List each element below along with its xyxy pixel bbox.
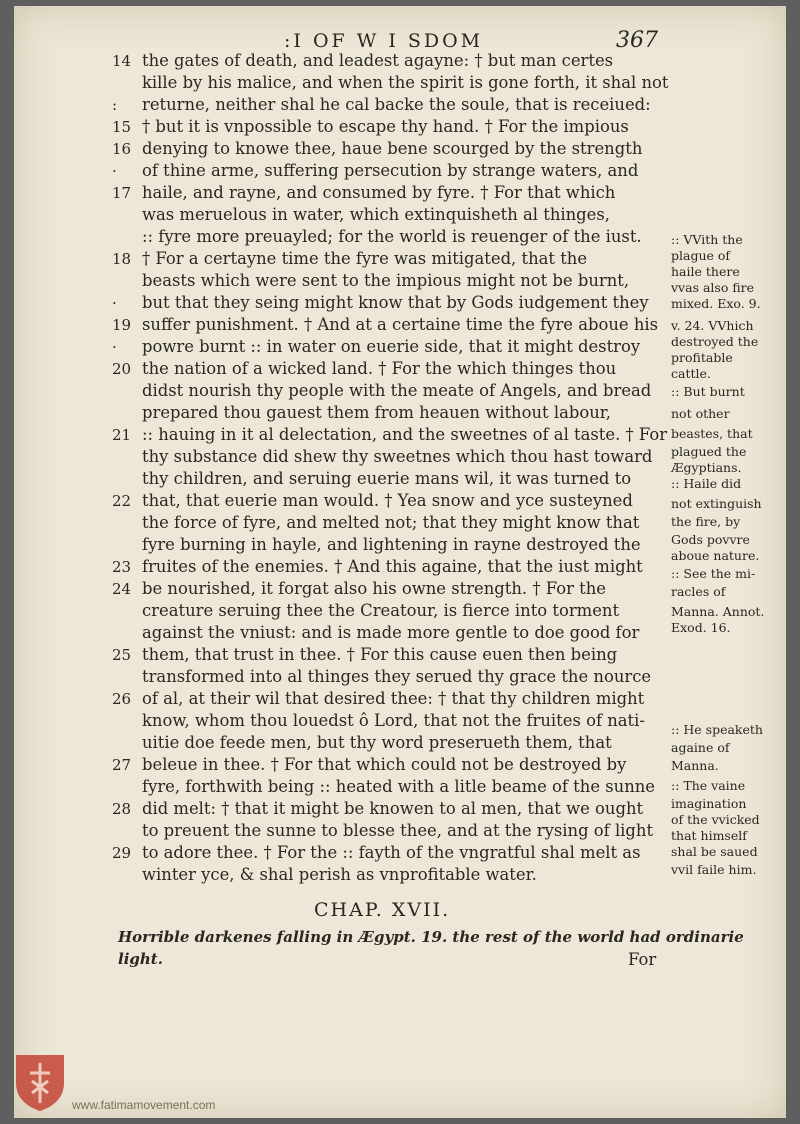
margin-note-line: of the vvicked [671,812,760,827]
text-line: the gates of death, and leadest agayne: † but man certes [142,51,614,70]
shield-logo-icon [12,1051,68,1113]
running-title: :I OF W I SDOM [284,30,484,52]
verse-number: 18 [112,250,132,268]
text-line: but that they seing might know that by Gods iudgement they [142,293,649,312]
margin-note-line: cattle. [671,366,711,381]
verse-number: · [112,338,117,356]
verse-number: 19 [112,316,132,334]
margin-note-line: plague of [671,248,731,263]
margin-note-line: beastes, that [671,426,753,441]
verse-number: 27 [112,756,132,774]
margin-note-line: :: But burnt [671,384,745,399]
margin-note-line: that himself [671,828,747,843]
margin-note-line: Manna. [671,758,719,773]
margin-note-line: profitable [671,350,733,365]
margin-note-line: imagination [671,796,747,811]
text-line: :: fyre more preuayled; for the world is reuenger of the iust. [142,227,642,246]
chapter-heading: CHAP. XVII. [314,899,451,921]
verse-number: 28 [112,800,132,818]
margin-note-line: Ægyptians. [671,460,742,475]
margin-note-line: Manna. Annot. [671,604,765,619]
text-line: the force of fyre, and melted not; that they might know that [142,513,640,532]
verse-number: 22 [112,492,132,510]
verse-number: 16 [112,140,132,158]
margin-note-line: :: VVith the [671,232,743,247]
margin-note-line: haile there [671,264,740,279]
margin-note-line: racles of [671,584,726,599]
verse-number: 29 [112,844,132,862]
margin-note-line: :: He speaketh [671,722,763,737]
margin-note-line: :: Haile did [671,476,742,491]
text-line: returne, neither shal he cal backe the soule, that is receiued: [142,95,651,114]
text-line: the nation of a wicked land. † For the which thinges thou [142,359,617,378]
margin-note-line: :: The vaine [671,778,746,793]
text-line: didst nourish thy people with the meate of Angels, and bread [142,381,652,400]
margin-note-line: aboue nature. [671,548,760,563]
verse-number: 25 [112,646,132,664]
verse-number: 17 [112,184,132,202]
verse-number: 23 [112,558,132,576]
text-line: suffer punishment. † And at a certaine time the fyre aboue his [142,315,659,334]
margin-note-line: not extinguish [671,496,762,511]
margin-note-line: v. 24. VVhich [671,318,754,333]
margin-note-line: destroyed the [671,334,759,349]
text-line: fyre burning in hayle, and lightening in rayne destroyed the [142,535,641,554]
margin-note-line: shal be saued [671,844,758,859]
text-line: thy children, and seruing euerie mans wil, it was turned to [142,469,632,488]
text-line: of thine arme, suffering persecution by strange waters, and [142,161,639,180]
text-line: winter yce, & shal perish as vnprofitable water. [142,865,537,884]
margin-note-line: Gods povvre [671,532,750,547]
text-line: denying to knowe thee, haue bene scourged by the strength [142,139,643,158]
verse-number: : [112,96,118,114]
verse-number: 21 [112,426,132,444]
margin-note-line: Exod. 16. [671,620,731,635]
chapter-argument-line: Horrible darkenes falling in Ægypt. 19. the rest of the world had ordinarie [118,928,744,946]
text-line: creature seruing thee the Creatour, is fierce into torment [142,601,620,620]
text-line: beasts which were sent to the impious might not be burnt, [142,271,630,290]
text-line: :: hauing in it al delectation, and the sweetnes of al taste. † For [142,425,668,444]
text-line: transformed into al thinges they serued thy grace the nource [142,667,652,686]
text-line: to adore thee. † For the :: fayth of the vngratful shal melt as [142,843,641,862]
text-line: powre burnt :: in water on euerie side, that it might destroy [142,337,641,356]
website-watermark: www.fatimamovement.com [72,1098,216,1112]
page-number: 367 [616,28,658,53]
margin-note-line: the fire, by [671,514,741,529]
verse-number: 26 [112,690,132,708]
catchword: For [628,950,657,969]
chapter-argument-line: light. [118,950,163,968]
text-line: beleue in thee. † For that which could not be destroyed by [142,755,627,774]
verse-number: · [112,162,117,180]
text-line: † For a certayne time the fyre was mitigated, that the [142,249,588,268]
verse-number: · [112,294,117,312]
text-line: haile, and rayne, and consumed by fyre. † For that which [142,183,616,202]
text-line: prepared thou gauest them from heauen without labour, [142,403,612,422]
text-line: † but it is vnpossible to escape thy hand. † For the impious [142,117,629,136]
text-line: uitie doe feede men, but thy word preserueth them, that [142,733,612,752]
text-line: to preuent the sunne to blesse thee, and at the rysing of light [142,821,654,840]
text-line: thy substance did shew thy sweetnes which thou hast toward [142,447,653,466]
book-page [14,6,786,1118]
text-line: kille by his malice, and when the spirit is gone forth, it shal not [142,73,669,92]
margin-note-line: plagued the [671,444,747,459]
text-line: fruites of the enemies. † And this againe, that the iust might [142,557,643,576]
text-line: did melt: † that it might be knowen to al men, that we ought [142,799,644,818]
verse-number: 15 [112,118,132,136]
verse-number: 20 [112,360,132,378]
margin-note-line: mixed. Exo. 9. [671,296,761,311]
text-line: against the vniust: and is made more gentle to doe good for [142,623,640,642]
margin-note-line: vvas also fire [671,280,755,295]
verse-number: 24 [112,580,132,598]
verse-number: 14 [112,52,132,70]
text-line: them, that trust in thee. † For this cause euen then being [142,645,618,664]
text-line: be nourished, it forgat also his owne strength. † For the [142,579,606,598]
text-line: that, that euerie man would. † Yea snow and yce susteyned [142,491,633,510]
text-line: fyre, forthwith being :: heated with a litle beame of the sunne [142,777,656,796]
text-line: was meruelous in water, which extinquisheth al thinges, [142,205,610,224]
text-line: of al, at their wil that desired thee: † that thy children might [142,689,645,708]
margin-note-line: not other [671,406,730,421]
margin-note-line: vvil faile him. [671,862,757,877]
text-line: know, whom thou louedst ô Lord, that not the fruites of nati- [142,711,645,730]
margin-note-line: againe of [671,740,730,755]
margin-note-line: :: See the mi- [671,566,756,581]
